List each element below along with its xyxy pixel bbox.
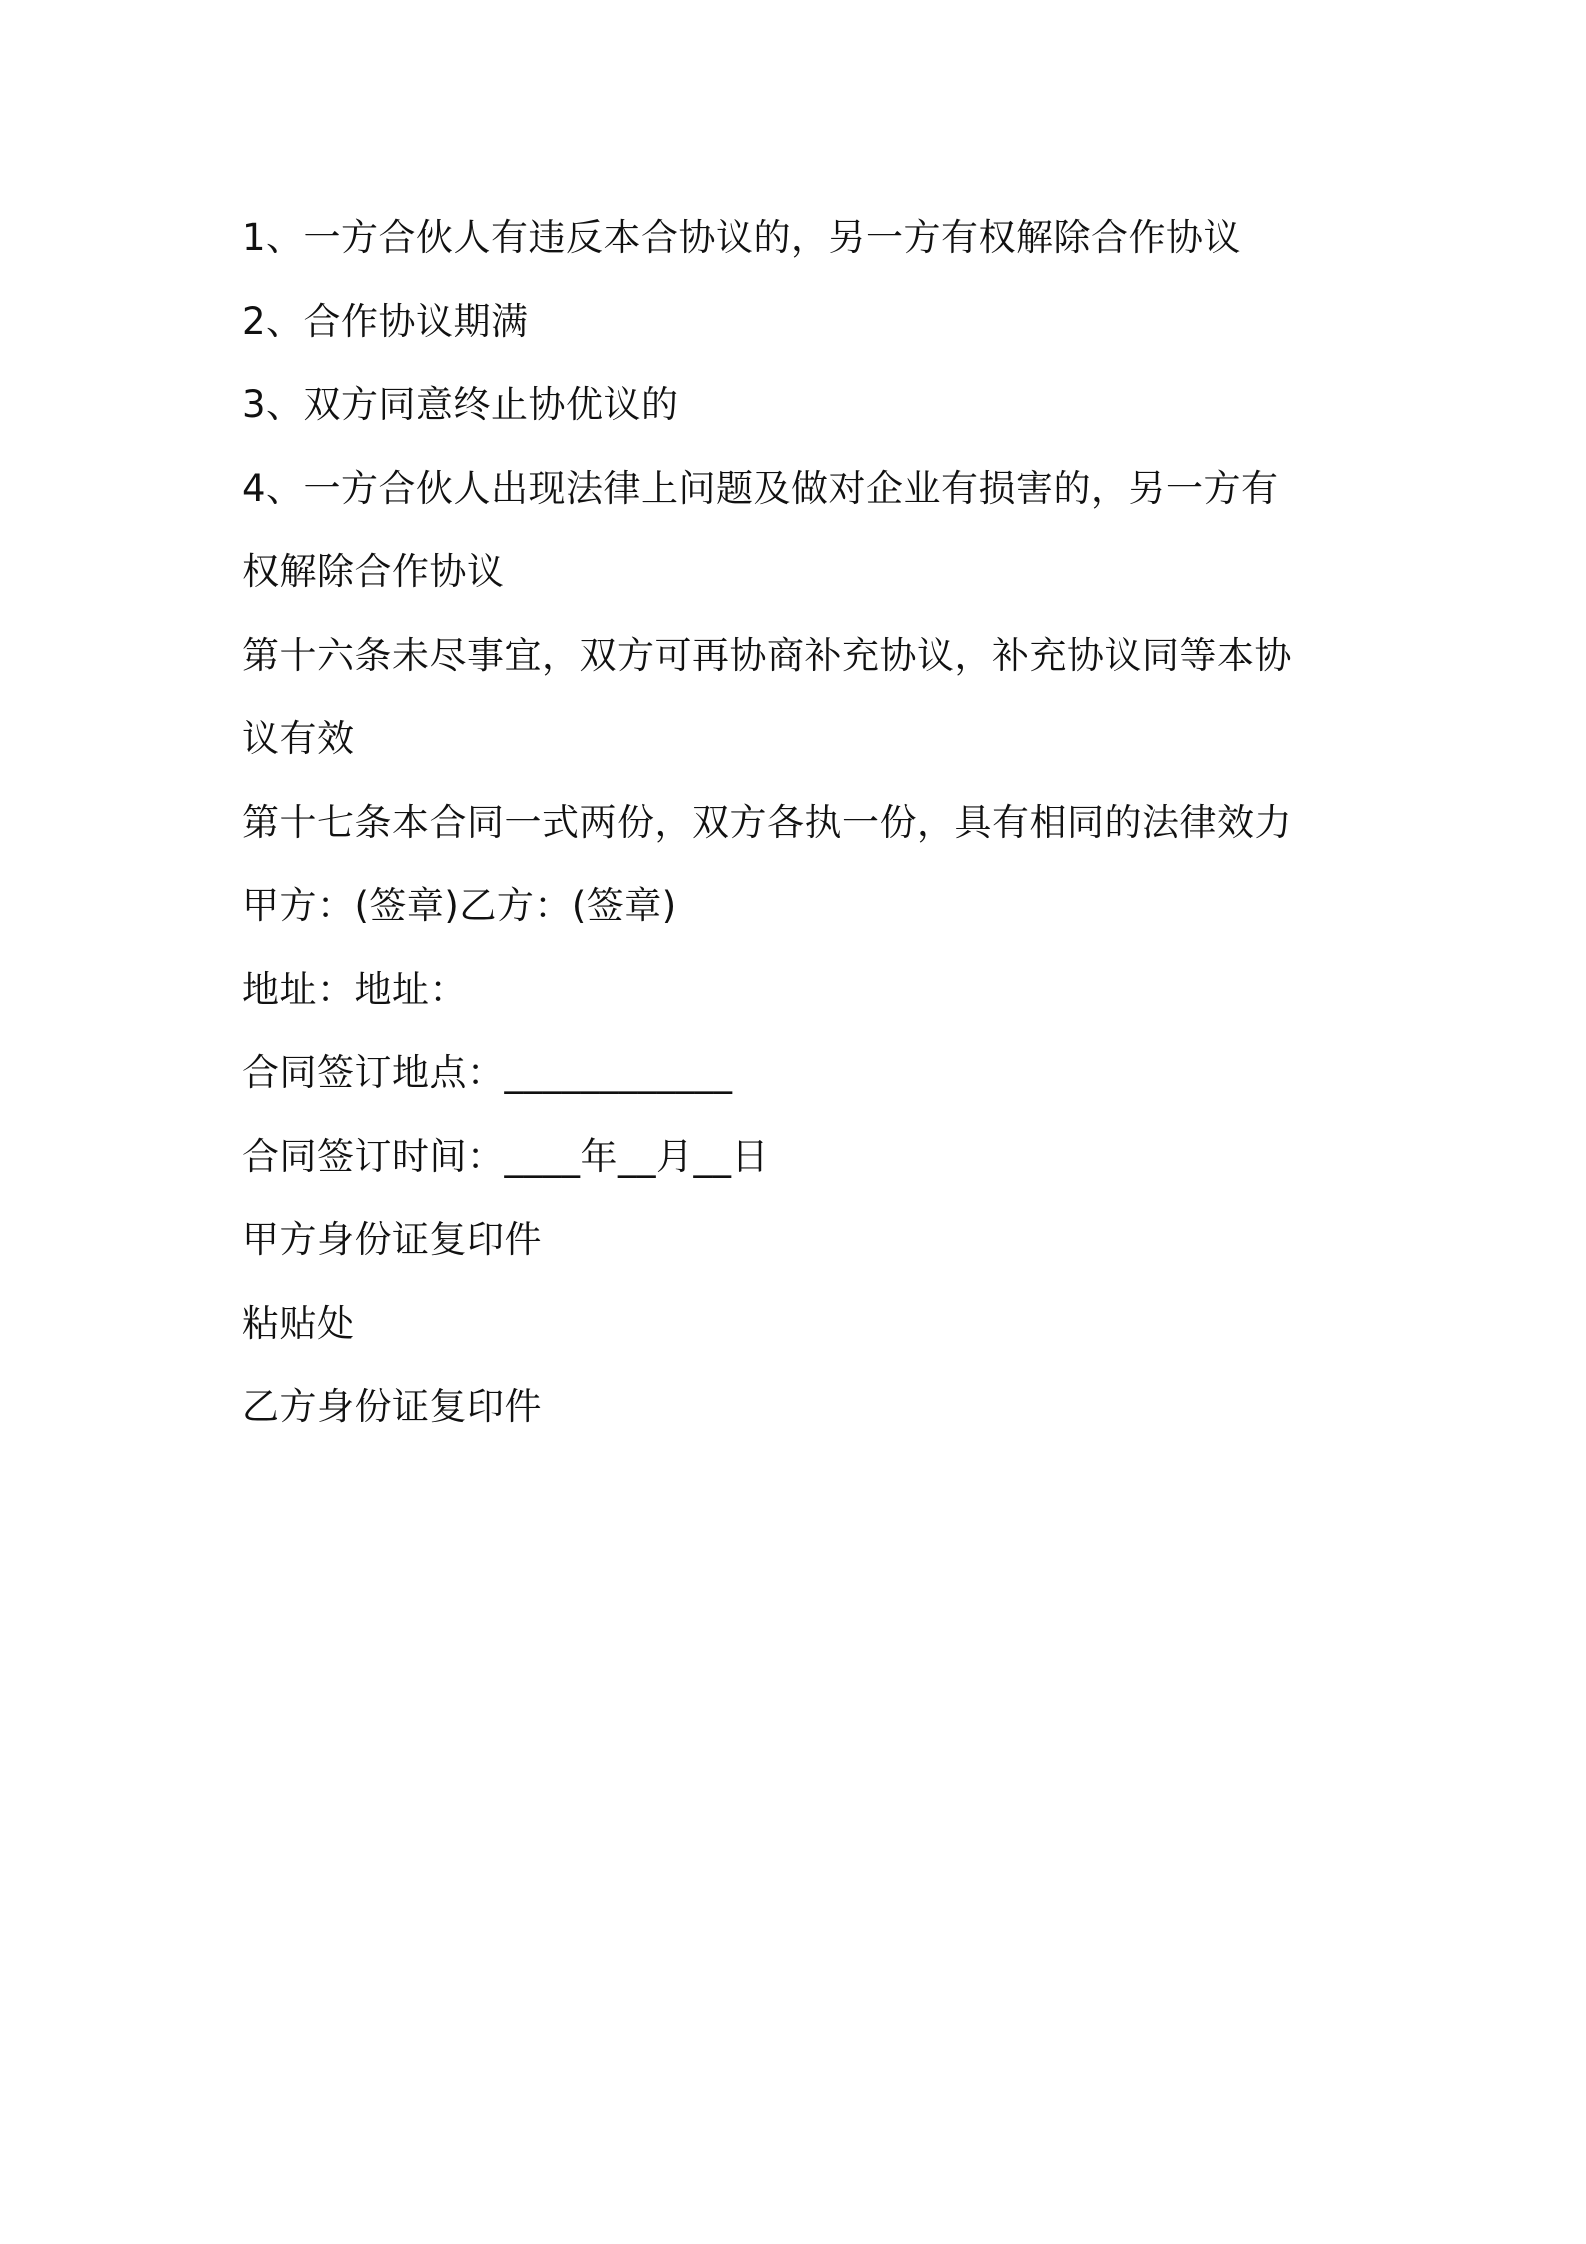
clause-item-3: 3、双方同意终止协优议的 <box>242 383 679 426</box>
signature-line: 甲方：(签章)乙方：(签章) <box>242 884 677 927</box>
clause-item-2: 2、合作协议期满 <box>242 299 529 343</box>
clause-item-4: 4、一方合伙人出现法律上问题及做对企业有损害的，另一方有 <box>242 466 1279 510</box>
clause-item-4-continued: 权解除合作协议 <box>242 550 505 593</box>
party-a-id-copy-label: 甲方身份证复印件 <box>242 1218 542 1261</box>
article-16: 第十六条未尽事宜，双方可再协商补充协议，补充协议同等本协 <box>242 633 1292 677</box>
party-b-id-copy-label: 乙方身份证复印件 <box>242 1385 542 1428</box>
signing-place-line: 合同签订地点：____________ <box>242 1051 733 1094</box>
document-body <box>242 196 1352 1449</box>
clause-item-1: 1、一方合伙人有违反本合协议的，另一方有权解除合作协议 <box>242 216 1242 259</box>
article-17: 第十七条本合同一式两份，双方各执一份，具有相同的法律效力 <box>242 800 1292 844</box>
address-line: 地址：地址： <box>242 967 467 1011</box>
article-16-continued: 议有效 <box>242 717 355 760</box>
paste-area-label: 粘贴处 <box>242 1301 355 1345</box>
signing-date-line: 合同签订时间：____年__月__日 <box>242 1134 769 1178</box>
